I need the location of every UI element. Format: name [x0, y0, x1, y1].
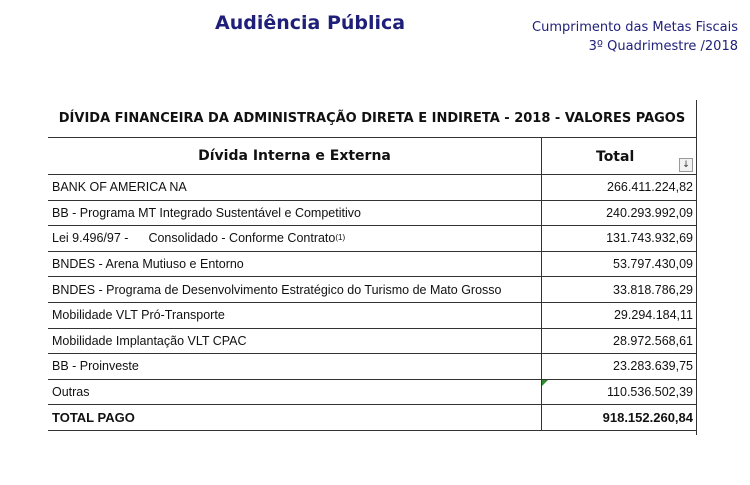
row-name: BNDES - Programa de Desenvolvimento Estratégico do Turismo de Mato Grosso — [52, 282, 502, 297]
table-row — [48, 329, 696, 355]
row-value: 266.411.224,82 — [541, 175, 696, 200]
total-value: 918.152.260,84 — [541, 405, 696, 430]
row-name: Mobilidade Implantação VLT CPAC — [52, 333, 247, 348]
column-header-name: Dívida Interna e Externa — [198, 148, 391, 164]
table-title: DÍVIDA FINANCEIRA DA ADMINISTRAÇÃO DIRETA E INDIRETA - 2018 - VALORES PAGOS — [58, 111, 686, 126]
total-label: TOTAL PAGO — [52, 410, 135, 426]
table-row — [48, 303, 696, 329]
table-row — [48, 380, 696, 406]
row-value: 110.536.502,39 — [607, 385, 693, 400]
row-value: 29.294.184,11 — [541, 303, 696, 328]
row-name: BB - Proinveste — [52, 359, 139, 374]
table-body — [48, 175, 696, 431]
row-value: 131.743.932,69 — [541, 226, 696, 251]
row-name: BANK OF AMERICA NA — [52, 180, 187, 195]
page-subtitle — [532, 18, 738, 56]
filter-dropdown-icon[interactable]: ↓ — [679, 158, 693, 172]
table-row — [48, 201, 696, 227]
row-name-part2: Consolidado - Conforme Contrato — [148, 231, 336, 246]
column-header-total — [541, 138, 696, 174]
row-name-composite: Lei 9.496/97 - Consolidado - Conforme Contrato (1) — [52, 231, 346, 246]
debt-table — [48, 100, 697, 435]
row-value-cell — [541, 380, 696, 405]
table-row-total — [48, 405, 696, 431]
subtitle-line-2: 3º Quadrimestre /2018 — [588, 39, 738, 54]
table-row — [48, 175, 696, 201]
row-name: Mobilidade VLT Pró-Transporte — [52, 308, 225, 323]
green-corner-marker-icon — [542, 380, 548, 386]
row-value: 240.293.992,09 — [541, 201, 696, 226]
row-name: BNDES - Arena Mutiuso e Entorno — [52, 257, 244, 272]
table-row — [48, 354, 696, 380]
table-row — [48, 277, 696, 303]
row-value: 53.797.430,09 — [541, 252, 696, 277]
subtitle-line-1: Cumprimento das Metas Fiscais — [532, 20, 738, 35]
column-header-total-label: Total — [596, 149, 635, 165]
row-name: BB - Programa MT Integrado Sustentável e Competitivo — [52, 205, 361, 220]
table-header-row — [48, 137, 696, 175]
row-value: 28.972.568,61 — [541, 329, 696, 354]
row-name-part1: Lei 9.496/97 - — [52, 231, 129, 246]
page-title: Audiência Pública — [215, 12, 406, 34]
row-value: 23.283.639,75 — [541, 354, 696, 379]
table-row — [48, 252, 696, 278]
table-row — [48, 226, 696, 252]
row-value: 33.818.786,29 — [541, 277, 696, 302]
row-name: Outras — [52, 385, 90, 400]
